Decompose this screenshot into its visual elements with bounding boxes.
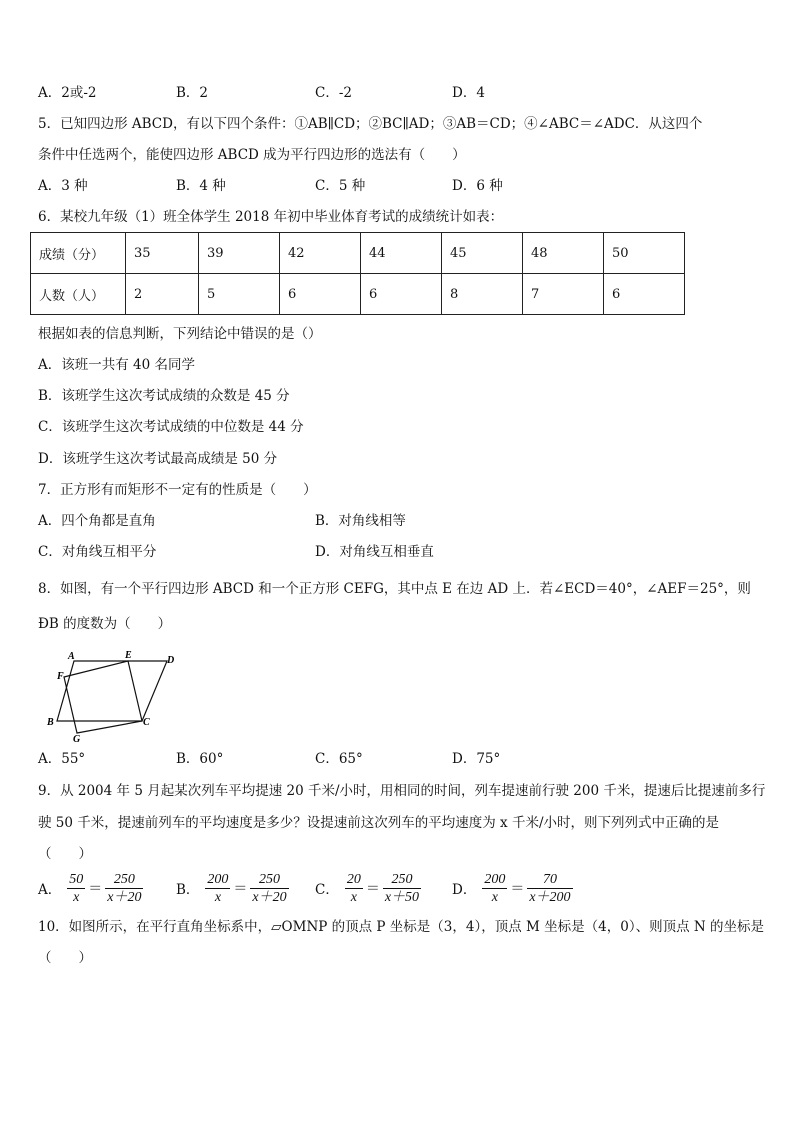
table-cell: 44 [361, 233, 442, 274]
q6-stem: 6．某校九年级（1）班全体学生 2018 年初中毕业体育考试的成绩统计如表： [38, 209, 504, 225]
q9-option-label: B． [176, 882, 200, 898]
label-c: C [143, 717, 150, 728]
q6-option-c: C．该班学生这次考试成绩的中位数是 44 分 [38, 419, 304, 435]
q7-option-a: A．四个角都是直角 [38, 513, 156, 529]
q8-option-a: A．55° [38, 751, 86, 767]
equals-sign: ＝ [510, 881, 525, 897]
table-cell: 7 [523, 274, 604, 315]
table-cell: 48 [523, 233, 604, 274]
q9-option-label: D． [452, 882, 477, 898]
q6-question: 根据如表的信息判断，下列结论中错误的是（） [38, 326, 322, 342]
q9-option-b [176, 868, 289, 908]
q6-option-b: B．该班学生这次考试成绩的众数是 45 分 [38, 388, 290, 404]
label-g: G [73, 734, 81, 745]
q5-option-a: A．3 种 [38, 178, 88, 194]
fraction: $\frac{20}{x}$ [346, 871, 361, 905]
q7-stem: 7．正方形有而矩形不一定有的性质是（ ） [38, 482, 317, 498]
table-cell: 45 [442, 233, 523, 274]
q5-option-d: D．6 种 [452, 178, 503, 194]
table-header-score: 成绩（分） [31, 233, 126, 274]
q6-option-a: A．该班一共有 40 名同学 [38, 357, 196, 373]
table-cell: 6 [604, 274, 685, 315]
q9-option-label: A． [38, 882, 62, 898]
fraction: $\frac{200}{x}$ [207, 871, 229, 905]
q7-option-d: D．对角线互相垂直 [315, 544, 434, 560]
table-cell: 6 [361, 274, 442, 315]
label-a: A [68, 651, 75, 662]
q9-stem-line3: （ ） [38, 846, 92, 862]
q9-option-label: C． [315, 882, 339, 898]
q5-stem-line2: 条件中任选两个，能使四边形 ABCD 成为平行四边形的选法有（ ） [38, 147, 466, 163]
fraction: $\frac{200}{x}$ [484, 871, 506, 905]
table-cell: 2 [126, 274, 199, 315]
q8-option-d: D．75° [452, 751, 501, 767]
q9-option-c [315, 868, 421, 908]
table-cell: 50 [604, 233, 685, 274]
label-b: B [47, 717, 54, 728]
fraction: $\frac{50}{x}$ [69, 871, 84, 905]
q9-option-a [38, 868, 143, 908]
q6-option-d: D．该班学生这次考试最高成绩是 50 分 [38, 451, 278, 467]
q5-option-c: C．5 种 [315, 178, 366, 194]
table-cell: 35 [126, 233, 199, 274]
label-f: F [57, 671, 64, 682]
label-e: E [125, 650, 132, 661]
table-cell: 42 [280, 233, 361, 274]
q9-option-d [452, 868, 573, 908]
q9-stem-line2: 驶 50 千米，提速前列车的平均速度是多少？设提速前这次列车的平均速度为 x 千米/小时，则下列列式中正确的是 [38, 815, 720, 831]
q5-option-b: B．4 种 [176, 178, 226, 194]
q4-option-a: A．2或-2 [38, 85, 97, 101]
q4-option-b: B．2 [176, 85, 209, 101]
score-table [30, 232, 685, 315]
equals-sign: ＝ [88, 881, 103, 897]
square-cefg [64, 661, 142, 733]
fraction: $\frac{250}{x+20}$ [252, 871, 287, 905]
q7-option-b: B．对角线相等 [315, 513, 406, 529]
q8-option-c: C．65° [315, 751, 363, 767]
fraction: $\frac{250}{x+20}$ [107, 871, 142, 905]
q8-option-b: B．60° [176, 751, 224, 767]
label-d: D [167, 655, 175, 666]
q4-option-c: C．-2 [315, 85, 352, 101]
q5-stem-line1: 5．已知四边形 ABCD，有以下四个条件：①AB∥CD；②BC∥AD；③AB＝CD；④∠ABC＝∠ADC．从这四个 [38, 116, 703, 132]
table-cell: 39 [199, 233, 280, 274]
q8-stem-line1: 8．如图，有一个平行四边形 ABCD 和一个正方形 CEFG，其中点 E 在边 AD 上．若∠ECD＝40°，∠AEF＝25°，则 [38, 581, 751, 597]
table-cell: 6 [280, 274, 361, 315]
table-row [31, 274, 685, 315]
q9-stem-line1: 9．从 2004 年 5 月起某次列车平均提速 20 千米/小时，用相同的时间，列车提速前行驶 200 千米，提速后比提速前多行 [38, 783, 766, 799]
q4-option-d: D．4 [452, 85, 485, 101]
equals-sign: ＝ [365, 881, 380, 897]
q10-stem-line2: （ ） [38, 950, 92, 966]
table-cell: 8 [442, 274, 523, 315]
table-header-count: 人数（人） [31, 274, 126, 315]
q7-option-c: C．对角线互相平分 [38, 544, 157, 560]
fraction: $\frac{70}{x+200}$ [529, 871, 571, 905]
parallelogram-square-figure [40, 646, 190, 746]
table-cell: 5 [199, 274, 280, 315]
q8-stem-line2: ÐB 的度数为（ ） [38, 616, 172, 632]
table-row [31, 233, 685, 274]
equals-sign: ＝ [233, 881, 248, 897]
q10-stem-line1: 10．如图所示，在平行直角坐标系中，▱OMNP 的顶点 P 坐标是（3，4），顶点 M 坐标是（4，0）、则顶点 N 的坐标是 [38, 919, 764, 935]
parallelogram-abcd [57, 661, 167, 721]
fraction: $\frac{250}{x+50}$ [384, 871, 420, 905]
